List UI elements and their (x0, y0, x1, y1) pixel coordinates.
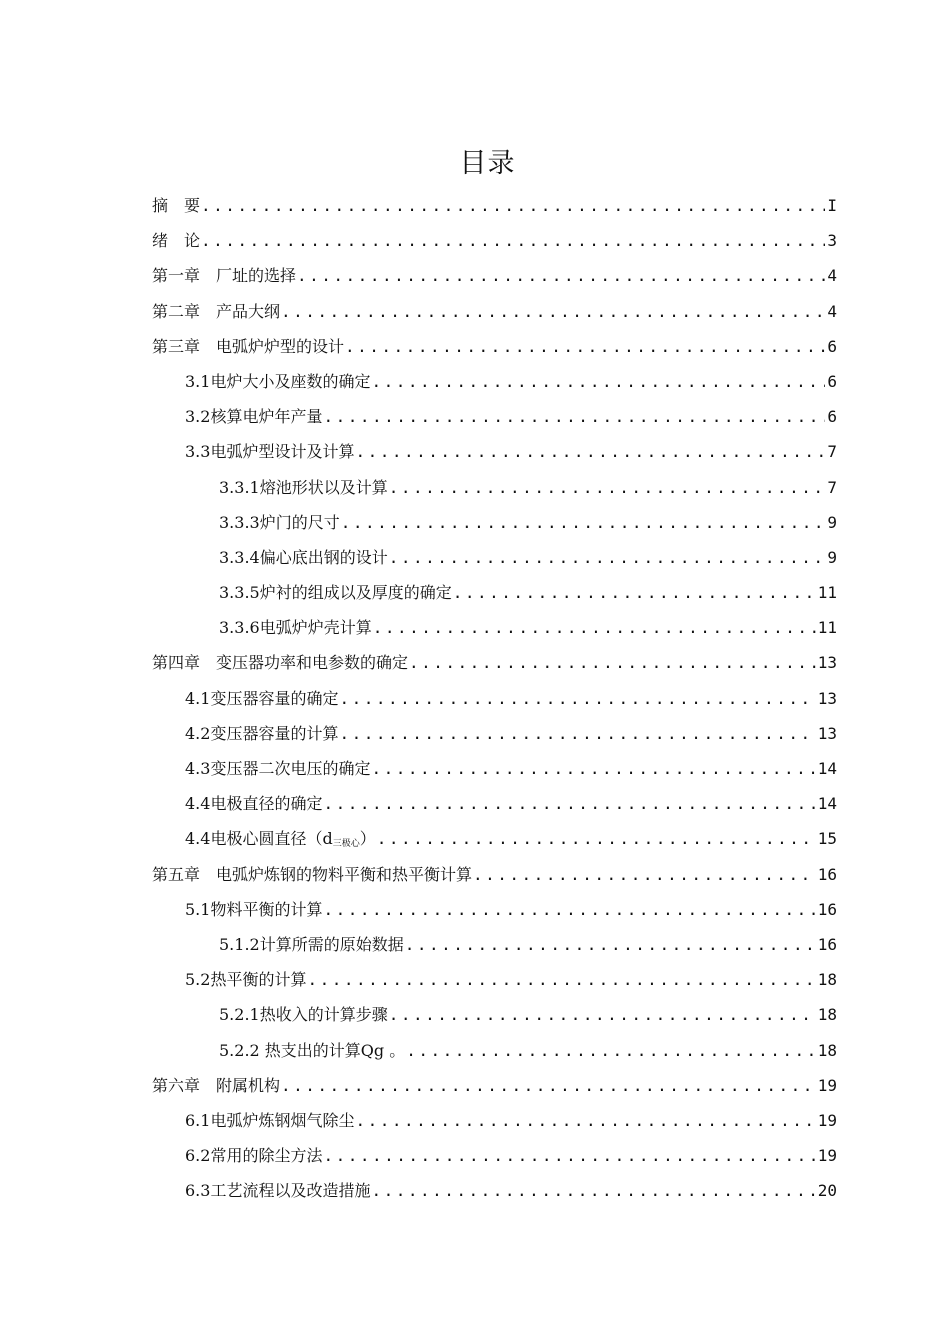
toc-entry[interactable] (152, 962, 837, 997)
toc-entry-title (152, 857, 472, 892)
toc-entry-title-text: 第六章 附属机构 (152, 1075, 281, 1095)
toc-page-number: 19 (817, 1146, 837, 1166)
toc-entry-title (185, 399, 322, 434)
toc-page-number: I (827, 196, 837, 215)
toc-entry[interactable] (152, 294, 837, 329)
dot-leader (373, 610, 816, 645)
toc-entry-title-text: 4.4电极心圆直径（d (185, 829, 333, 849)
toc-entry[interactable] (152, 857, 837, 892)
toc-page-number: 18 (817, 970, 837, 990)
toc-entry-title-text: 第五章 电弧炉炼钢的物料平衡和热平衡计算 (152, 864, 473, 884)
toc-entry[interactable] (152, 258, 837, 293)
toc-entry[interactable] (152, 1103, 837, 1138)
toc-entry-title-text: 5.1物料平衡的计算 (185, 899, 323, 919)
toc-entry-title-text: 第一章 厂址的选择 (152, 266, 297, 286)
toc-entry-title (185, 892, 322, 927)
toc-entry[interactable] (152, 1068, 837, 1103)
toc-entry-title (219, 470, 388, 505)
toc-entry-title-text: 3.3.4偏心底出钢的设计 (219, 547, 388, 567)
dot-leader (389, 997, 816, 1032)
toc-page-number: 19 (817, 1075, 837, 1095)
toc-entry-title (185, 681, 338, 716)
toc-entry-title-text: 第四章 变压器功率和电参数的确定 (152, 653, 409, 673)
toc-entry[interactable] (152, 505, 837, 540)
toc-entry-title-text: 摘 要 (152, 196, 201, 215)
dot-leader (345, 329, 825, 364)
dot-leader (389, 470, 825, 505)
toc-page-number: 15 (817, 829, 837, 849)
toc-page-number: 20 (817, 1181, 837, 1201)
toc-page-number: 16 (817, 899, 837, 919)
toc-page-number: 14 (817, 759, 837, 778)
toc-entry[interactable] (152, 1033, 837, 1068)
toc-entry-title (185, 716, 338, 751)
toc-page-number: 16 (817, 864, 837, 884)
dot-leader (201, 188, 825, 223)
toc-entry-title (152, 223, 200, 258)
toc-entry-title (185, 1173, 370, 1208)
toc-page-number: 7 (827, 477, 837, 497)
toc-entry-title-text: 第二章 产品大纲 (152, 301, 281, 321)
toc-entry-title (152, 1068, 280, 1103)
toc-entry-title (152, 188, 200, 223)
toc-page-number: 6 (827, 407, 837, 427)
toc-entry-title (185, 786, 322, 821)
toc-entry-title-text: 3.3.5炉衬的组成以及厚度的确定 (219, 583, 452, 603)
toc-page-number: 11 (817, 583, 837, 603)
toc-entry-title (219, 575, 452, 610)
toc-entry-title-text: 5.2.2 热支出的计算Qg 。 (219, 1040, 406, 1060)
toc-page-number: 3 (827, 231, 837, 251)
toc-entry[interactable] (152, 645, 837, 680)
toc-entry-title (152, 329, 344, 364)
toc-entry[interactable] (152, 434, 837, 469)
toc-page-number: 13 (817, 723, 837, 743)
toc-entry-title-text: 5.2热平衡的计算 (185, 970, 307, 990)
dot-leader (355, 1103, 815, 1138)
toc-page-number: 14 (817, 794, 837, 814)
toc-page-number: 16 (817, 934, 837, 954)
toc-entry[interactable] (152, 892, 837, 927)
dot-leader (281, 294, 825, 329)
toc-entry-title (185, 364, 370, 399)
toc-entry-title-text: 6.3工艺流程以及改造措施 (185, 1181, 371, 1201)
dot-leader (323, 892, 815, 927)
dot-leader (371, 364, 825, 399)
toc-page-number: 13 (817, 653, 837, 673)
toc-entry-title (219, 610, 372, 645)
toc-entry[interactable] (152, 681, 837, 716)
toc-entry-title-text: 3.1电炉大小及座数的确定 (185, 371, 371, 391)
toc-entry[interactable] (152, 927, 837, 962)
dot-leader (405, 927, 816, 962)
toc-page-number: 11 (817, 618, 837, 638)
toc-entry-title (152, 258, 296, 293)
dot-leader (339, 681, 815, 716)
toc-entry[interactable] (152, 716, 837, 751)
dot-leader (323, 786, 815, 821)
toc-entry-title (219, 997, 388, 1032)
toc-entry-title (152, 645, 408, 680)
toc-entry-title (185, 1138, 322, 1173)
toc-entry[interactable] (152, 821, 837, 856)
toc-entry-title (219, 1033, 405, 1068)
dot-leader (389, 540, 825, 575)
toc-entry-title (185, 1103, 354, 1138)
toc-page-number: 4 (827, 266, 837, 286)
toc-page-number: 18 (817, 1040, 837, 1060)
dot-leader (355, 434, 825, 469)
toc-entry-title-text: 3.3.3炉门的尺寸 (219, 512, 340, 532)
toc-entry-title (185, 434, 354, 469)
table-of-contents (152, 188, 837, 1208)
toc-entry[interactable] (152, 329, 837, 364)
toc-entry-title-text: 3.3电弧炉型设计及计算 (185, 442, 355, 462)
toc-entry-title-text: 5.1.2计算所需的原始数据 (219, 934, 404, 954)
toc-page-number: 6 (827, 371, 837, 391)
dot-leader (281, 1068, 816, 1103)
dot-leader (377, 821, 816, 856)
dot-leader (201, 223, 825, 258)
dot-leader (297, 258, 825, 293)
toc-page-number: 13 (817, 688, 837, 708)
toc-entry-title-text: 5.2.1热收入的计算步骤 (219, 1005, 388, 1025)
toc-entry[interactable] (152, 1138, 837, 1173)
toc-entry[interactable] (152, 399, 837, 434)
toc-entry-title-text: 6.1电弧炉炼钢烟气除尘 (185, 1110, 355, 1130)
dot-leader (323, 399, 825, 434)
toc-entry-title-text: 3.3.1熔池形状以及计算 (219, 477, 388, 497)
toc-entry-title-text: 6.2常用的除尘方法 (185, 1146, 323, 1166)
toc-entry[interactable] (152, 786, 837, 821)
toc-entry[interactable] (152, 610, 837, 645)
toc-entry[interactable] (152, 540, 837, 575)
toc-entry-title-text: 4.2变压器容量的计算 (185, 723, 339, 743)
toc-page-number: 9 (827, 512, 837, 532)
page-title: 目录 (459, 148, 516, 179)
toc-entry[interactable] (152, 997, 837, 1032)
toc-entry-title-text: 绪 论 (152, 231, 201, 251)
toc-entry[interactable] (152, 751, 837, 786)
dot-leader (453, 575, 816, 610)
toc-entry-title-text: 4.3变压器二次电压的确定 (185, 759, 371, 778)
toc-entry-title-text: 3.3.6电弧炉炉壳计算 (219, 618, 372, 638)
toc-entry[interactable] (152, 364, 837, 399)
dot-leader (307, 962, 815, 997)
toc-page-number: 18 (817, 1005, 837, 1025)
dot-leader (409, 645, 816, 680)
toc-entry-title-text: 4.4电极直径的确定 (185, 794, 323, 814)
toc-entry[interactable] (152, 470, 837, 505)
toc-entry-title-text: 3.2核算电炉年产量 (185, 407, 323, 427)
toc-entry-title (152, 294, 280, 329)
dot-leader (473, 857, 816, 892)
toc-entry-title-text: 4.1变压器容量的确定 (185, 688, 339, 708)
toc-entry-title (219, 927, 404, 962)
toc-page-number: 19 (817, 1110, 837, 1130)
toc-entry-title (219, 540, 388, 575)
toc-entry-title (185, 962, 306, 997)
toc-entry[interactable] (152, 188, 837, 223)
toc-entry-title (219, 505, 340, 540)
toc-entry-title (185, 751, 370, 786)
toc-entry-title-suffix: ） (359, 829, 376, 849)
dot-leader (371, 1173, 815, 1208)
toc-page-number: 7 (827, 442, 837, 462)
dot-leader (339, 716, 815, 751)
dot-leader (323, 1138, 815, 1173)
toc-entry-subscript: 三极心 (332, 839, 360, 850)
toc-entry[interactable] (152, 1173, 837, 1208)
dot-leader (406, 1033, 815, 1068)
toc-page-number: 9 (827, 547, 837, 567)
toc-entry[interactable] (152, 223, 837, 258)
toc-page-number: 4 (827, 301, 837, 321)
dot-leader (341, 505, 825, 540)
toc-entry-title-text: 第三章 电弧炉炉型的设计 (152, 336, 345, 356)
dot-leader (371, 751, 815, 786)
toc-page-number: 6 (827, 336, 837, 356)
toc-entry[interactable] (152, 575, 837, 610)
